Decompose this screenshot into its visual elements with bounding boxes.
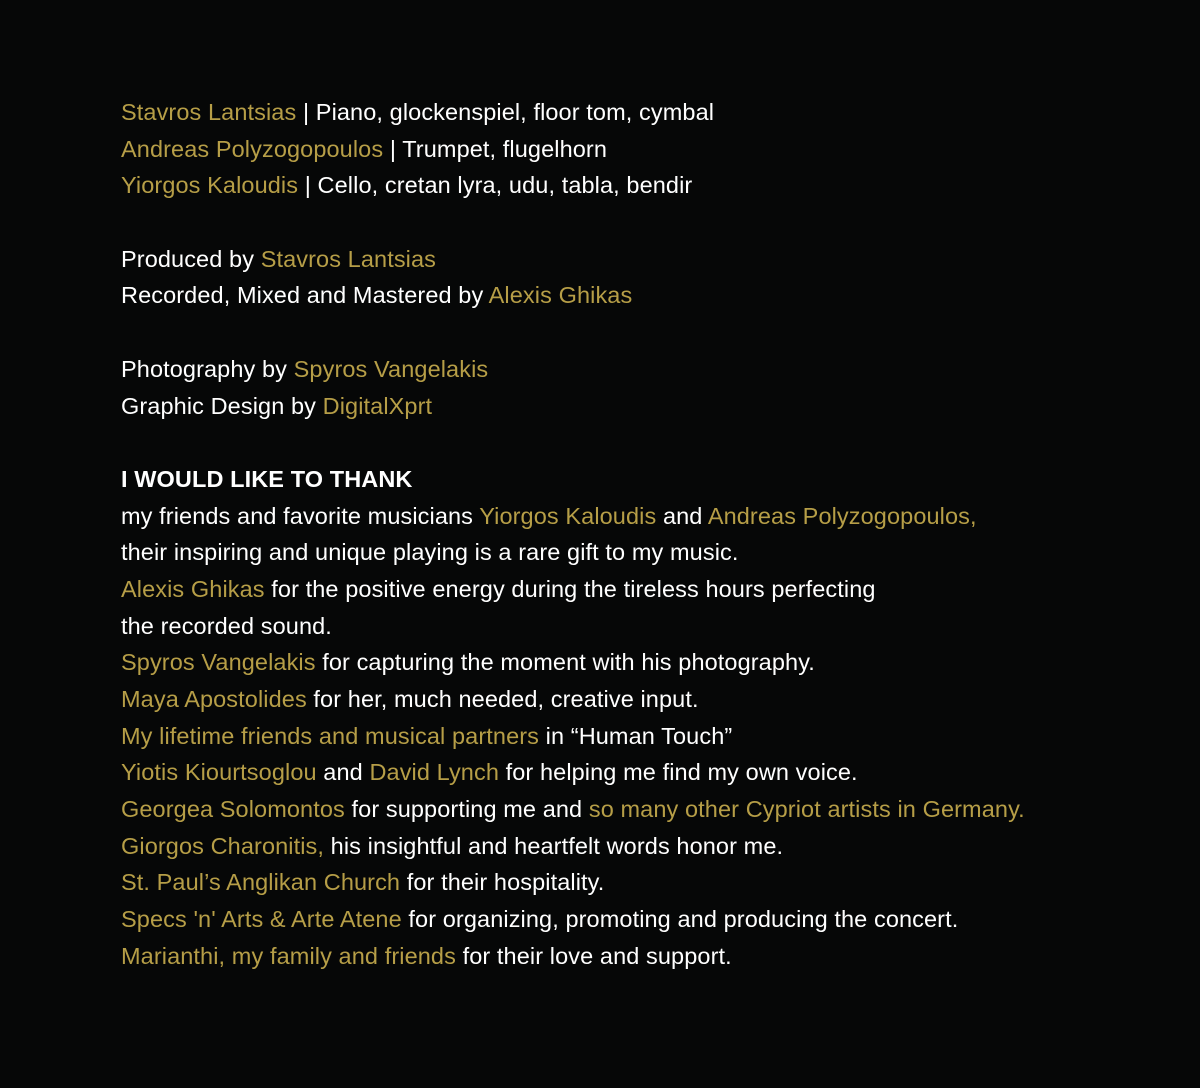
thanks-line	[121, 828, 1181, 865]
credit-text: the recorded sound.	[121, 612, 332, 639]
block-spacer	[121, 204, 1181, 241]
credit-text: for organizing, promoting and producing the concert.	[401, 906, 959, 933]
credit-text: for their love and support.	[455, 942, 732, 969]
credited-name: Yiotis Kiourtsoglou	[121, 759, 317, 786]
section-heading: I WOULD LIKE TO THANK	[121, 465, 413, 492]
design-line	[121, 351, 1181, 388]
credit-text: | Trumpet, flugelhorn	[383, 135, 608, 162]
design-line	[121, 388, 1181, 425]
credit-text: for her, much needed, creative input.	[306, 686, 699, 712]
thanks-line	[121, 681, 1181, 718]
credit-text: for capturing the moment with his photography.	[315, 649, 815, 676]
block-spacer	[121, 424, 1181, 461]
credited-name: Maya Apostolides	[121, 686, 307, 712]
credited-name: Alexis Ghikas	[488, 282, 633, 309]
credit-text: for supporting me and	[344, 796, 589, 823]
production-line	[121, 277, 1181, 314]
credit-text: his insightful and heartfelt words honor me.	[324, 832, 784, 859]
credit-text: my friends and favorite musicians	[121, 502, 480, 529]
credit-text: for helping me find my own voice.	[499, 759, 858, 786]
thanks-line	[121, 901, 1181, 938]
credit-text: Photography by	[121, 355, 294, 382]
credited-name: Marianthi, my family and friends	[121, 942, 456, 969]
thanks-line	[121, 864, 1181, 901]
musicians-line	[121, 94, 1181, 131]
production-line	[121, 241, 1181, 278]
block-spacer	[121, 314, 1181, 351]
credit-text: their inspiring and unique playing is a rare gift to my music.	[121, 539, 739, 566]
credited-name: Specs 'n' Arts & Arte Atene	[121, 906, 402, 933]
credits-block-musicians	[121, 94, 1181, 204]
credit-text: and	[316, 759, 370, 786]
thanks-line	[121, 718, 1181, 755]
credit-text: in “Human Touch”	[539, 722, 733, 749]
credits-block-design	[121, 351, 1181, 424]
credited-name: St. Paul’s Anglikan Church	[121, 869, 401, 896]
credited-name: Giorgos Charonitis,	[121, 832, 325, 859]
thanks-line	[121, 791, 1181, 828]
credit-text: | Piano, glockenspiel, floor tom, cymbal	[296, 99, 715, 125]
credited-name: Spyros Vangelakis	[121, 649, 316, 676]
credited-name: Yiorgos Kaloudis	[121, 172, 299, 199]
musicians-line	[121, 131, 1181, 168]
thanks-line	[121, 534, 1181, 571]
credit-text: Graphic Design by	[121, 392, 323, 419]
credits-text	[121, 94, 1181, 975]
thanks-line	[121, 571, 1181, 608]
credit-text: Produced by	[121, 245, 261, 272]
credits-block-thanks	[121, 461, 1181, 975]
credited-name: so many other Cypriot artists in Germany.	[588, 796, 1025, 823]
credits-block-production	[121, 241, 1181, 314]
thanks-line	[121, 754, 1181, 791]
thanks-line	[121, 461, 1181, 498]
credit-text: for their hospitality.	[400, 869, 605, 896]
credit-text: Recorded, Mixed and Mastered by	[121, 282, 489, 309]
credited-name: Spyros Vangelakis	[293, 355, 489, 382]
musicians-line	[121, 167, 1181, 204]
thanks-line	[121, 608, 1181, 645]
credited-name: Stavros Lantsias	[121, 99, 297, 125]
credited-name: Yiorgos Kaloudis	[479, 502, 657, 529]
thanks-line	[121, 498, 1181, 535]
credited-name: Georgea Solomontos	[121, 796, 345, 823]
credited-name: Andreas Polyzogopoulos,	[707, 502, 977, 529]
credited-name: DigitalXprt	[322, 392, 433, 419]
credited-name: David Lynch	[369, 759, 499, 786]
credit-text: for the positive energy during the tireless hours perfecting	[264, 575, 876, 602]
thanks-line	[121, 644, 1181, 681]
thanks-line	[121, 938, 1181, 975]
credit-text: | Cello, cretan lyra, udu, tabla, bendir	[298, 172, 693, 199]
credited-name: Andreas Polyzogopoulos	[121, 135, 384, 162]
credited-name: Stavros Lantsias	[260, 245, 437, 272]
credited-name: Alexis Ghikas	[121, 575, 265, 602]
credit-text: and	[656, 502, 708, 529]
credited-name: My lifetime friends and musical partners	[121, 722, 540, 749]
